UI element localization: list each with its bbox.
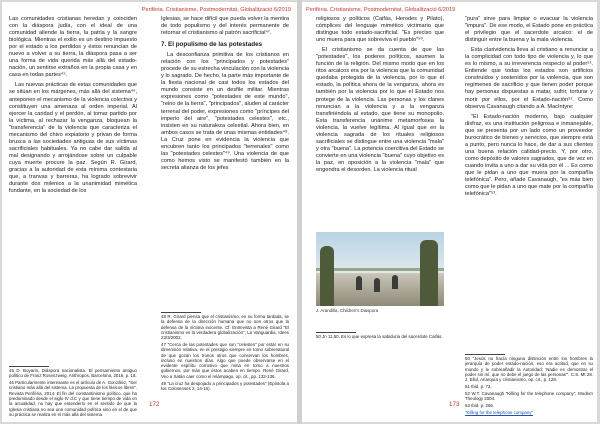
footnote-rule <box>9 366 49 367</box>
photo-tree <box>320 246 334 306</box>
photo-caption: J. Arandilla, Children's Diaspora <box>316 308 379 313</box>
photo-tree <box>420 240 438 306</box>
paragraph: "pura" sirve para limpiar o evacuar la violencia "impura". De ese modo, el Estado pone en práctica el privilegio que el sacerdote arcaico: el de distinguir entre la buena y la mala violencia. <box>465 16 593 44</box>
paragraph: Las nuevas prácticas de estas comunidades que se sitúan en los márgenes, más allá del sistema⁴⁶, anteponen el mecanismo de la violencia colectiva y constituyen una amenaza al orden imperial. Al ejercer la caridad y el perdón, al tomar partido por la víctima, al rechazar la venganza, bloquean la "transferencia" de la violencia que caracteriza el mecanismo del chivo expiatorio y privan de forma brusca a las sociedades antiguas de sus víctimas sacrificiales habituales. Ya no cabe dar salida al mal designando y arrojándose sobre un culpable cuya muerte procure la paz. Según R. Girard, gracias a la autoridad de esta mínima contestaria que, a tranvas y barreras, ha logrado sobrevivir durante dos milenios a la unanimidad mimética fundante, en la sociedad de los <box>9 82 137 195</box>
paragraph: religiosos y políticos (Caifás, Herodes y Pilato), cómplices del lenguaje mimético victimario que distingue todo estado-sacrificial. "Es preciso que uno muera para que sobreviva el pueblo"⁵⁰. <box>316 16 444 44</box>
right-column-1 <box>316 16 444 228</box>
paragraph: Esta clarividencia lleva al cristiano a renunciar a la complicidad con todo tipo de violencia y, lo que es lo mismo, a su irreverencia respecto al poder⁵¹. Entiende que todas los estados son artificios construidos y sostenidos por la violencia, que son regímenes de sacrificio y que tienen poder porque hay personas dispuestas a matar, sufrir, torturar y morir por ellos, por el Estado-nación⁵². Como observa Cavanaugh citando a A. MacIntyre: <box>465 47 593 110</box>
paragraph: La desconfianza primitiva de los cristianos en relación con los "principados y potestades" procede de su estrecha vinculación con la violencia y lo sagrado. De hecho, la parte más importante de la fiesta nacional de casi todos los estados del mundo consiste en un desfile militar. Mientras expresiones como "potestades de este mundo", "reino de la tierra", "principados", aluden al carácter terrenal del poder, expresiones como "príncipes del imperio del aire", "potestades celestes", etc., insisten en su naturaleza celestial. Ahora bien, en ambos casos se trata de unas mismas entidades⁴⁸. La Cruz pone en evidencia la violencia que encubren tanto los principados "terrenales" como las "potestades celestes"⁴⁹. Una violencia de que como hemos visto se manifestó también en la secreta alianza de los jefes <box>161 52 289 171</box>
paragraph: Las comunidades cristianas heredan y coinciden con la diáspora judía, con el ideal de una comunidad allende la tierra, la patria y la sangre biológica. Mientras el exilio es un destino impuesto por el estado a los perdidos y éstos renuncian de nuevo a volver a su tierra, la diáspora pasa a ser una forma de vida querida más allá del estado-nación, un sentirse extraños en la propia casa y en casa en todas partes⁴⁵. <box>9 16 137 79</box>
footnote: 49 "La cruz ha despojado a principados y potestades" (Epístola a los Colosenses 2, 14-15). <box>161 380 289 391</box>
photo-figure <box>392 275 398 289</box>
running-header: Perifèria. Cristianisme, Postmodernitat, Globalització 6/2019 <box>141 7 291 13</box>
left-column-1 <box>9 16 137 366</box>
footnotes <box>161 314 289 394</box>
footnote: 50 "Jesús no hacía ninguna distinción entre los hombres la jerarquía de poder estado-nación, eso era actitud, que en su mundo y le sobreañadir la Autoridad: 'Nadie es demostrar el poder sin mí, que no debe el juego de las personas"'. C.S. Mt 28. J. Ellul, Anarquía y cristianismo, op. cit., p. 128. <box>465 356 593 383</box>
footnote: 45 D. Boyarin, Diáspora nacionalista. El pensamiento antiguo político de Franz Rosenzweig. Anthropos, Barcelona, 2016, p. 18. <box>9 368 137 379</box>
footnote-text: 52 W.T. Cavanaugh "Killing for the telephone company", Modern Theology 2004. <box>465 390 593 402</box>
footnote: 47 "Cerca de las potestades que son "celestes" por estar en su dimensión relativa, en el prestigio siempre en torno sobrenatural de que gozan los tronos otros que conservan los hombres, incluso en nuestros días. Algo que puede observarse en el evidente espíritu corrosivo que mina en tomo a nuestros gobiernos, por más que éstos acaben en tiempo. René Girard, Veo a Satán caer como el relámpago, op. cit., pp. 132-136. <box>161 341 289 379</box>
running-header: Perifèria. Cristianisme, Postmodernitat, Globalització 6/2019 <box>306 7 456 13</box>
footnote <box>465 410 593 415</box>
footnote-rule <box>161 312 201 313</box>
footnote: 46 Particularmente interesante es el artículo de A. González, "Ser cristiano más allá del sistema. La propuesta de los lásicos libres". Revista Perifèria, 2014. El fin del constantinismo político, que ha predominado desde el siglo IV d.C y que tiene tiempo de vida en la actualidad, no hay que entenderlo en el sentido de que la Iglesia cristiana no sea una comunidad política sino en el de que su práctica se realiza en el más allá del sistema. <box>9 380 137 417</box>
page-number: 173 <box>449 401 460 408</box>
page-number: 172 <box>149 401 160 408</box>
right-column-2 <box>465 16 593 356</box>
footnote: 51 Ibid. p. 72. <box>465 383 492 389</box>
paragraph: "El Estado-nación moderno, bajo cualquier disfraz, es una institución peligrosa e inmanejable, que se presenta por un lado como un proveedor burocrático de bienes y servicios, que siempre está a punto, pero nunca lo hace, de dar a sus clientes una buena relación calidad-precio. Y, por otro, como depósito de valores sagrados, que de vez en cuando invita a uno a dar su vida por él ... Es como que le pidan a uno que muera por la compañía telefónica". Pero, añade Cavanaugh, "es más bien como que le pidan a uno que mate por la compañía telefónica"⁵³. <box>465 113 593 198</box>
footnotes <box>9 368 137 419</box>
footnotes <box>465 356 593 415</box>
footnotes <box>316 334 444 341</box>
footnote <box>465 391 593 402</box>
paragraph: Iglesias, se hace difícil que pueda volver la mentira de todo populismo y del interés permanente de retornar el cristianismo al patrón sacrificial⁴⁷. <box>161 16 289 37</box>
footnote-rule <box>465 354 505 355</box>
footnote-rule <box>316 332 356 333</box>
footnote: 48 R. Girard piensa que el cristianismo, en su forma tardada, se la defensa de la dirección humana que no son otros que la defensa de la víctima inocente. Cf. Entrevista a René Girard "El cristianismo es la verdadera globalización", La Vanguardia, Idees 23/3/2002. <box>161 314 289 341</box>
right-page <box>302 2 597 422</box>
photo-children-diaspora <box>316 232 444 306</box>
footnote: 50 Jn 11,50. Es lo que expresa la sabiduría del sacerdote Caifás. <box>316 334 443 339</box>
paragraph: El cristianismo se da cuenta de que las "potestades", los poderes políticos, asumen la función de la religión. Del mismo modo que en los ritos arcaicos era por la violencia que la comunidad quedaba protegida de la violencia, por lo que el estado, la política ahora de la venganza, ahora es también por la violencia por lo que el Estado nos protege de la violencia. Las personas y los clanes renuncian a la violencia y a la venganza transfiriéndola al estado, que tiene su monopolio. Esta transferencia unánime metamorfosea la violencia, la vuelve legítima. Al igual que en la violencia sagrada de los rituales religiosos sacrificiales se distingue entre una violencia "mala" y otra "buena". La potencia coercitiva del Estado se convierte en una violencia "buena" cuyo objetivo es la paz, en oposición a la violencia "mala" que engendra el desorden. La violencia ritual <box>316 47 444 173</box>
photo-figure <box>374 278 380 292</box>
photo-figure <box>356 276 362 290</box>
footnote: 53 Ibid. p. 266. <box>465 402 495 408</box>
left-page <box>2 2 297 422</box>
left-column-2 <box>161 16 289 312</box>
footnote-link[interactable]: "Killing for the telephone company" <box>465 409 534 415</box>
section-heading: 7. El populismo de las potestades <box>161 41 263 49</box>
